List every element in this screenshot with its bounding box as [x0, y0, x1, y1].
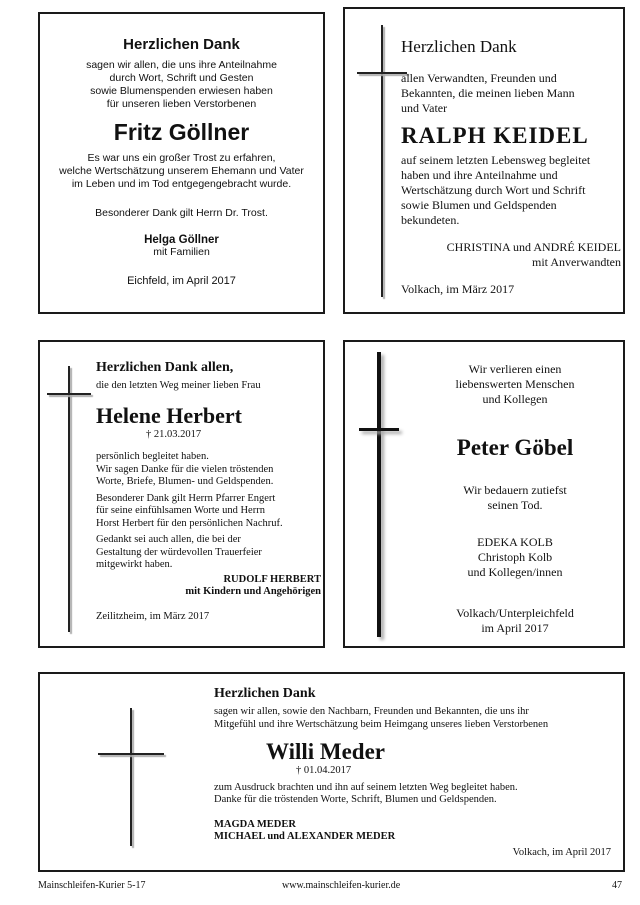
footer-website: www.mainschleifen-kurier.de [282, 880, 401, 891]
death-date: † 01.04.2017 [296, 765, 352, 776]
cross-icon [381, 25, 383, 297]
cross-icon [377, 352, 381, 637]
obituary-ad-herbert [38, 340, 325, 648]
signer-sub: mit Familien [153, 246, 210, 258]
text-line: Wir bedauern zutiefst [463, 483, 567, 497]
page-number: 47 [612, 880, 622, 891]
ad-body [401, 153, 621, 228]
text-line: seinen Tod. [487, 498, 543, 512]
place-date [415, 606, 615, 636]
text-line: Worte, Briefe, Blumen- und Geldspenden. [96, 476, 274, 487]
deceased-name: Peter Göbel [456, 435, 574, 460]
ad-heading: Herzlichen Dank [123, 36, 240, 53]
text-line: Es war uns ein großer Trost zu erfahren, [87, 152, 276, 164]
text-line: bekundeten. [401, 213, 460, 227]
place-date: Zeilitzheim, im März 2017 [96, 610, 210, 622]
text-line: Wertschätzung durch Wort und Schrift [401, 183, 586, 197]
ad-intro [214, 706, 614, 731]
signer-sub: mit Kindern und Angehörigen [185, 586, 321, 597]
text-line: Gestaltung der würdevollen Trauerfeier [96, 546, 262, 558]
death-date: † 21.03.2017 [146, 428, 202, 440]
obituary-ad-goellner [38, 12, 325, 314]
place-date: Eichfeld, im April 2017 [127, 275, 236, 287]
place-date: Volkach, im März 2017 [401, 282, 515, 296]
text-line: im April 2017 [481, 621, 549, 635]
text-line: für seine einfühlsamen Worte und Herrn [96, 505, 265, 516]
ad-paragraph [96, 451, 321, 489]
deceased-name: RALPH KEIDEL [401, 123, 589, 148]
text-line: sagen wir allen, die uns ihre Anteilnahme [86, 59, 277, 71]
deceased-name: Fritz Göllner [113, 119, 250, 145]
text-line: sowie Blumen und Geldspenden [401, 198, 557, 212]
text-line: sowie Blumenspenden erwiesen haben [90, 85, 273, 97]
cross-icon-bar [98, 753, 164, 755]
text-line: mitgewirkt haben. [96, 559, 173, 570]
signer-name: Helga Göllner [144, 234, 219, 246]
cross-icon [68, 366, 70, 632]
text-line: EDEKA KOLB [477, 535, 553, 549]
text-line: im Leben und im Tod entgegengebracht wurde. [71, 178, 292, 190]
signer-name: RUDOLF HERBERT [223, 573, 321, 585]
text-line: Bekannten, die meinen lieben Mann [401, 86, 575, 100]
signer-block [214, 819, 614, 844]
text-line: Gedankt sei auch allen, die bei der [96, 534, 241, 545]
obituary-ad-goebel [343, 340, 625, 648]
deceased-name: Willi Meder [266, 739, 386, 764]
ad-heading: Herzlichen Dank [401, 37, 517, 56]
cross-icon-bar [47, 393, 91, 395]
text-line: Mitgefühl und ihre Wertschätzung beim Heimgang unseres lieben Verstorbenen [214, 718, 549, 730]
cross-icon [130, 708, 132, 846]
ad-subheading: die den letzten Weg meiner lieben Frau [96, 380, 261, 391]
text-line: und Kollegen [482, 392, 548, 406]
text-line: Besonderer Dank gilt Herrn Pfarrer Engert [96, 492, 276, 504]
obituary-ad-keidel [343, 7, 625, 314]
text-line: Volkach/Unterpleichfeld [456, 606, 574, 620]
ad-heading: Herzlichen Dank allen, [96, 360, 234, 375]
ad-text [214, 686, 614, 844]
text-line: sagen wir allen, sowie den Nachbarn, Freunden und Bekannten, die uns ihr [214, 706, 529, 717]
ad-heading: Herzlichen Dank [214, 686, 316, 701]
text-line: auf seinem letzten Lebensweg begleitet [401, 153, 591, 167]
text-line: liebenswerten Menschen [455, 377, 575, 391]
ad-body [40, 152, 323, 191]
ad-text [401, 37, 621, 297]
signer-block [415, 535, 615, 580]
text-line: welche Wertschätzung unserem Ehemann und Vater [59, 165, 304, 177]
ad-intro [415, 362, 615, 407]
text-line: Wir verlieren einen [468, 362, 562, 376]
cross-icon-bar [359, 428, 399, 431]
ad-intro [401, 71, 621, 116]
text-line: und Vater [401, 101, 448, 115]
signer-sub: mit Anverwandten [532, 255, 621, 269]
ad-paragraph [96, 534, 321, 572]
text-line: haben und ihre Anteilnahme und [401, 168, 558, 182]
ad-intro [40, 59, 323, 111]
text-line: MICHAEL und ALEXANDER MEDER [214, 831, 396, 842]
deceased-name: Helene Herbert [96, 402, 242, 428]
text-line: Wir sagen Danke für die vielen tröstenden [96, 463, 274, 475]
ad-text [415, 362, 615, 636]
signer-name: CHRISTINA und ANDRÉ KEIDEL [446, 240, 621, 254]
text-line: persönlich begleitet haben. [96, 451, 209, 462]
ad-paragraph [96, 493, 321, 531]
text-line: MAGDA MEDER [214, 818, 296, 830]
text-line: und Kollegen/innen [467, 565, 563, 579]
text-line: zum Ausdruck brachten und ihn auf seinem letzten Weg begleitet haben. [214, 781, 518, 793]
place-date: Volkach, im April 2017 [512, 847, 611, 858]
obituary-ad-meder [38, 672, 625, 872]
text-line: für unseren lieben Verstorbenen [106, 98, 257, 110]
ad-body [415, 483, 615, 513]
text-line: Danke für die tröstenden Worte, Schrift, Blumen und Geldspenden. [214, 794, 497, 805]
ad-body [214, 782, 614, 807]
text-line: durch Wort, Schrift und Gesten [109, 72, 254, 84]
text-line: allen Verwandten, Freunden und [401, 71, 557, 85]
text-line: Christoph Kolb [477, 550, 553, 564]
special-thanks: Besonderer Dank gilt Herrn Dr. Trost. [95, 207, 268, 219]
text-line: Horst Herbert für den persönlichen Nachruf. [96, 517, 283, 529]
ad-text [96, 360, 321, 623]
cross-icon-bar [357, 72, 407, 74]
footer-publication: Mainschleifen-Kurier 5-17 [38, 880, 146, 891]
